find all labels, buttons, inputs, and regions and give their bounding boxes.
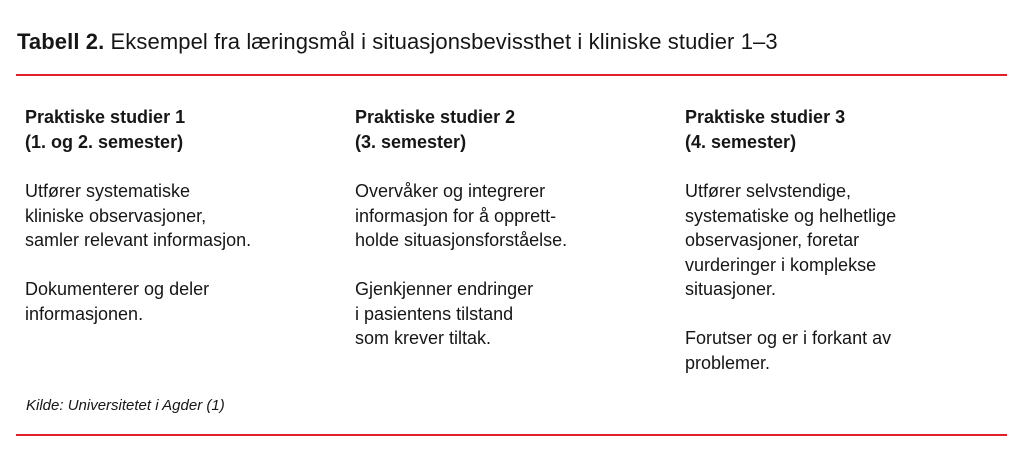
text-line: kliniske observasjoner, <box>25 205 207 226</box>
text-line: problemer. <box>685 352 771 373</box>
text-line: som krever tiltak. <box>355 328 492 348</box>
learning-goal <box>25 179 335 253</box>
learning-goal <box>355 179 665 253</box>
text-line: holde situasjonsforståelse. <box>355 230 568 250</box>
text-line: Utfører selvstendige, <box>685 181 852 201</box>
column-subheading: (1. og 2. semester) <box>25 132 184 152</box>
bottom-divider <box>16 434 1007 436</box>
source-note: Kilde: Universitetet i Agder (1) <box>26 397 225 414</box>
learning-goal <box>685 326 995 375</box>
table-title <box>17 28 778 56</box>
text-line: observasjoner, foretar <box>685 230 860 250</box>
column-subheading: (3. semester) <box>355 132 467 152</box>
text-line: Gjenkjenner endringer <box>355 279 534 299</box>
learning-goal <box>25 277 335 326</box>
text-line: Forutser og er i forkant av <box>685 328 892 348</box>
column-praktiske-studier-2 <box>355 105 665 375</box>
text-line: systematiske og helhetlige <box>685 205 897 226</box>
column-subheading: (4. semester) <box>685 132 797 152</box>
learning-goal <box>685 179 995 302</box>
text-line: informasjonen. <box>25 303 144 324</box>
learning-goal <box>355 277 665 351</box>
text-line: i pasientens tilstand <box>355 303 514 324</box>
column-heading: Praktiske studier 2 <box>355 107 516 127</box>
text-line: situasjoner. <box>685 279 777 299</box>
text-line: Dokumenterer og deler <box>25 279 210 299</box>
table-label: Tabell 2. <box>17 29 105 54</box>
text-line: Overvåker og integrerer <box>355 181 546 201</box>
column-heading: Praktiske studier 1 <box>25 107 186 127</box>
column-praktiske-studier-3 <box>685 105 995 400</box>
table-caption: Eksempel fra læringsmål i situasjonsbevissthet i kliniske studier 1–3 <box>104 29 778 54</box>
text-line: informasjon for å opprett- <box>355 205 557 226</box>
text-line: Utfører systematiske <box>25 181 191 201</box>
column-praktiske-studier-1 <box>25 105 335 351</box>
text-line: samler relevant informasjon. <box>25 230 252 250</box>
text-line: vurderinger i komplekse <box>685 254 877 275</box>
top-divider <box>16 74 1007 76</box>
column-heading: Praktiske studier 3 <box>685 107 846 127</box>
